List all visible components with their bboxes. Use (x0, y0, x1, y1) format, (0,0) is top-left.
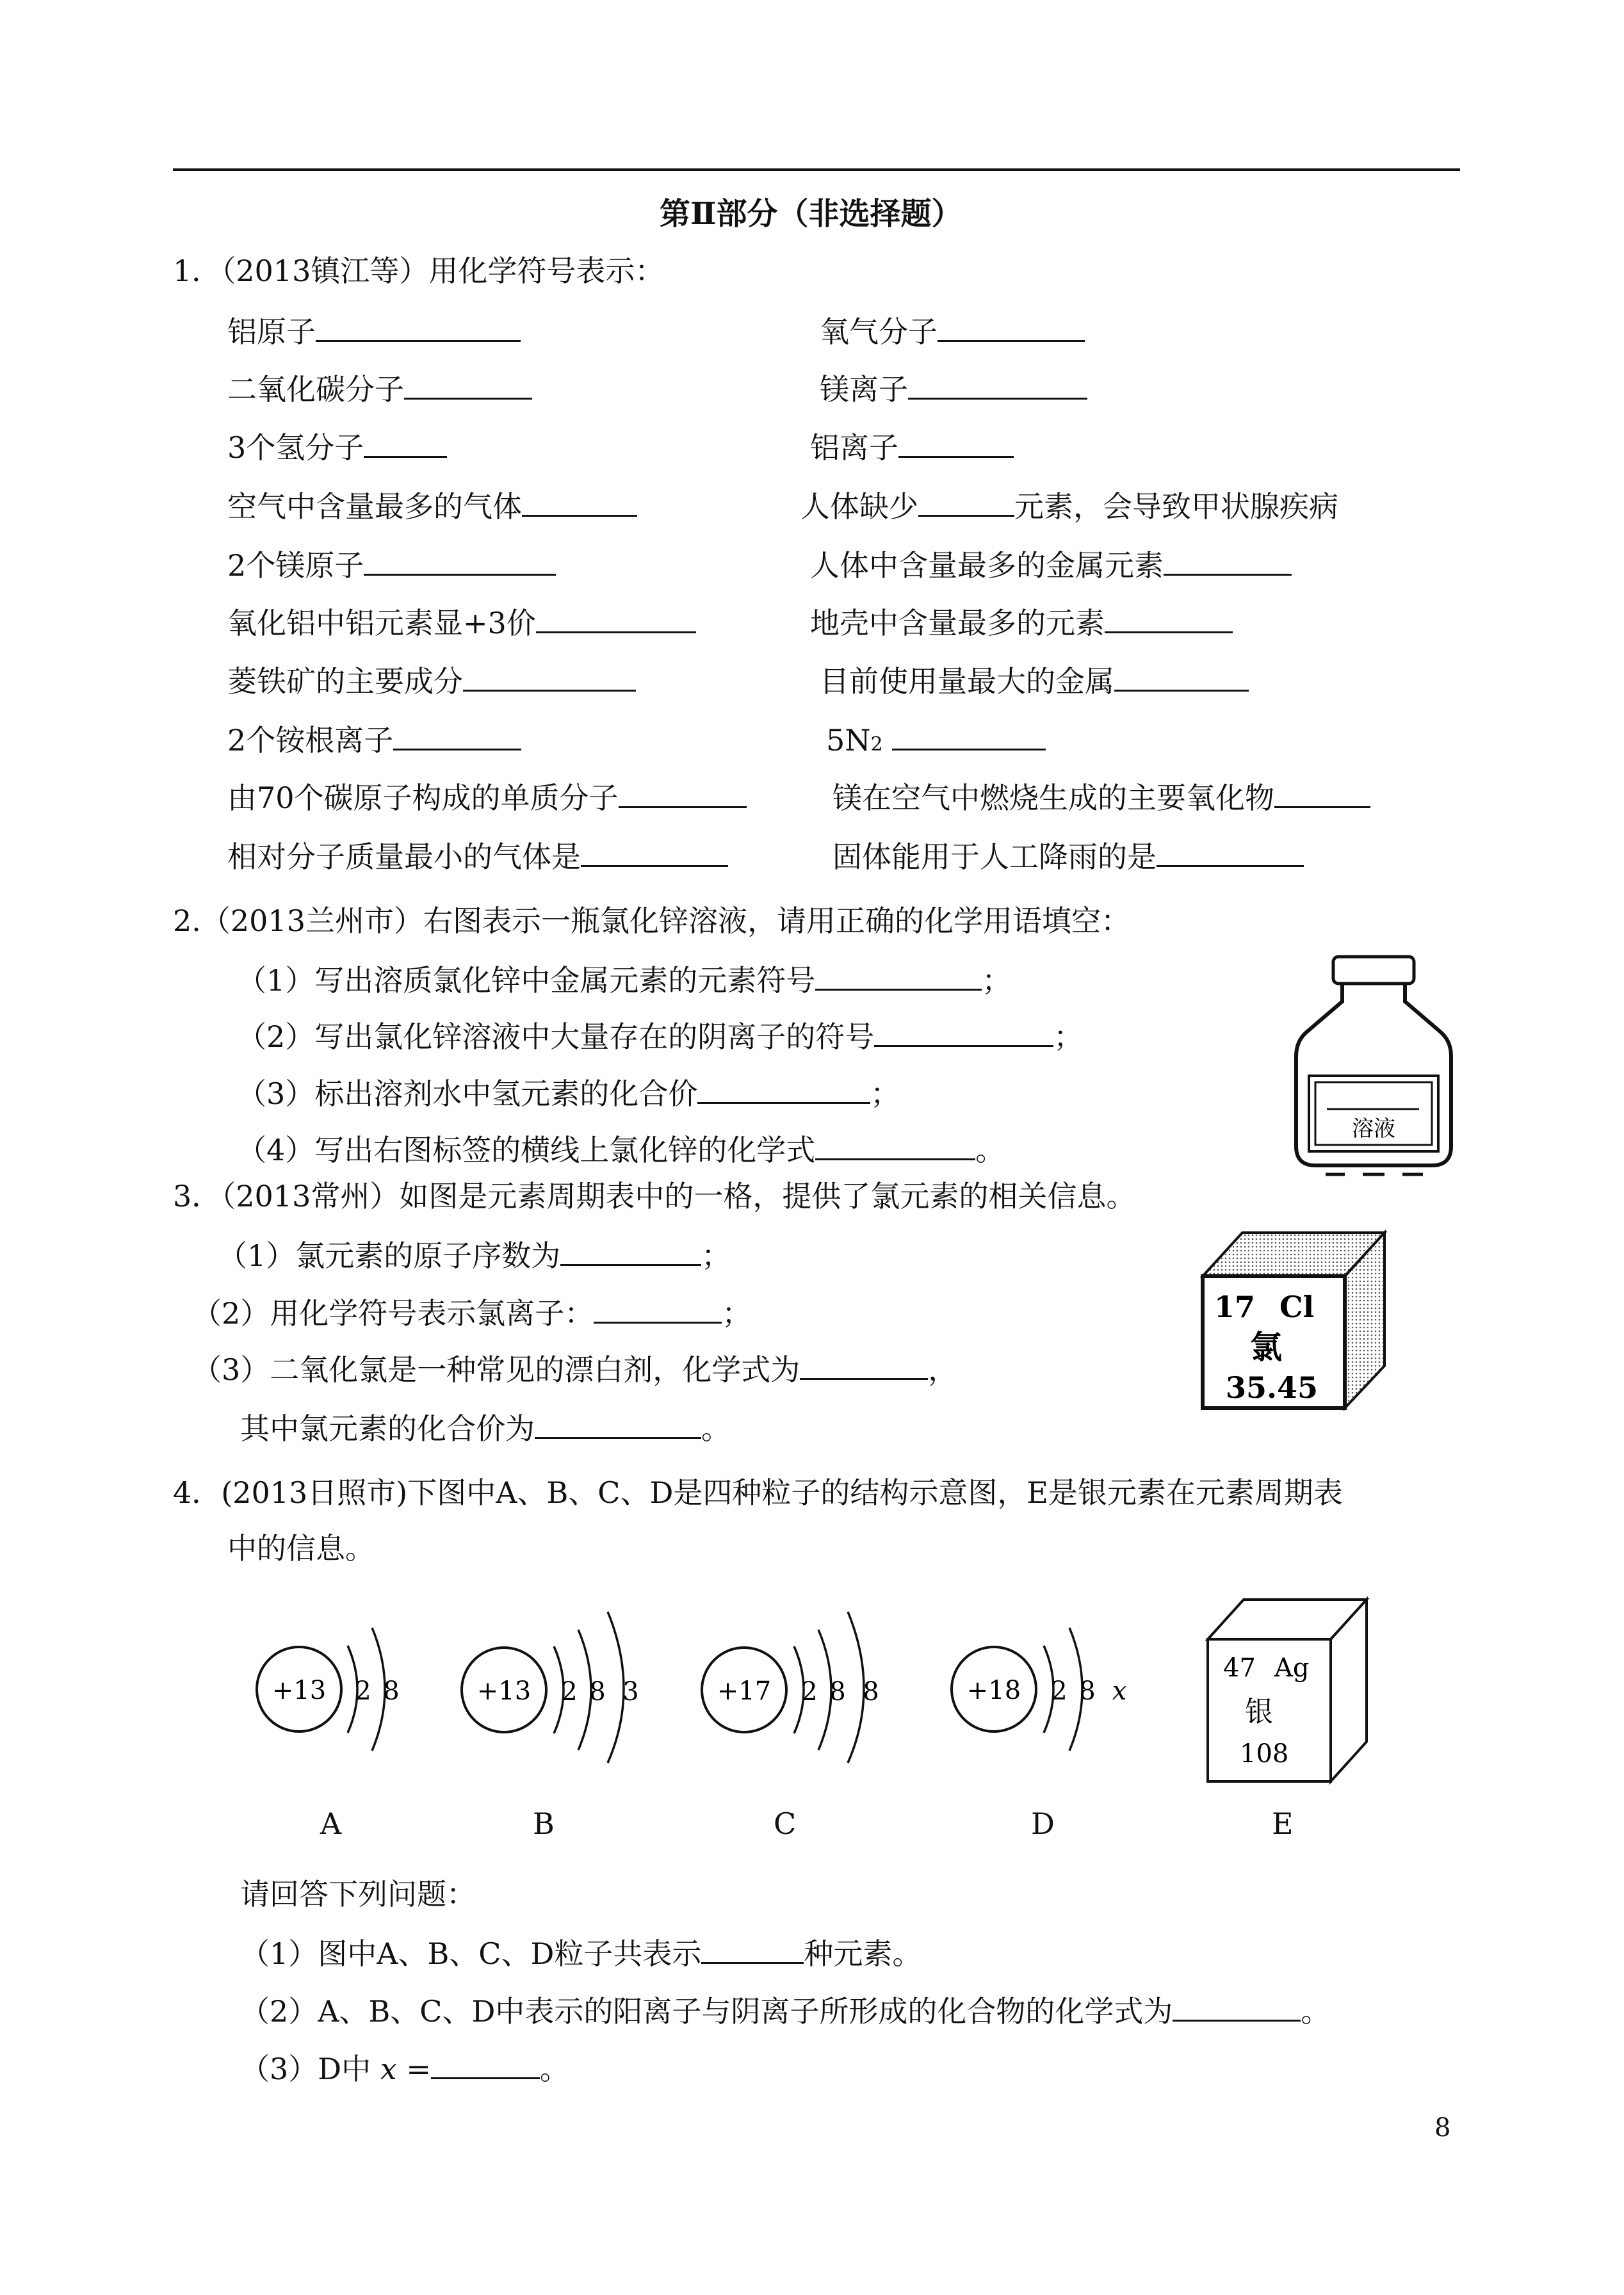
q1-item-left: 3个氢分子 (227, 428, 447, 466)
q1-item-right: 5N2 (826, 720, 1046, 763)
bottle-label-text: 溶液 (1352, 1116, 1395, 1142)
q1-item-right: 地壳中含量最多的元素 (810, 603, 1233, 641)
shell-electrons: 8 (589, 1677, 606, 1707)
q1-item-left: 二氧化碳分子 (227, 369, 532, 407)
atom-label-d: D (1031, 1806, 1055, 1841)
q2-part: （2）写出氯化锌溶液中大量存在的阴离子的符号 ； (237, 1017, 1083, 1055)
answer-blank[interactable] (892, 720, 1046, 750)
atom-diagram-a (253, 1614, 419, 1761)
shell-electrons: 2 (355, 1676, 371, 1706)
answer-blank[interactable] (918, 487, 1014, 517)
q1-item-right: 目前使用量最大的金属 (820, 661, 1249, 699)
answer-blank[interactable] (1173, 1991, 1301, 2022)
atom-label-b: B (533, 1806, 555, 1841)
answer-blank[interactable] (1274, 778, 1370, 808)
answer-blank[interactable] (560, 1236, 701, 1266)
q1-item-left: 氧化铝中铝元素显+3价 (227, 603, 696, 641)
answer-blank[interactable] (815, 1130, 975, 1160)
q3-part: 其中氯元素的化合价为 。 (240, 1409, 731, 1447)
silver-cell (1204, 1594, 1370, 1787)
answer-blank[interactable] (1114, 661, 1249, 692)
q1-item-left: 空气中含量最多的气体 (227, 487, 637, 524)
q1-item-right: 镁离子 (820, 369, 1087, 407)
q4-part: （1）图中A、B、C、D粒子共表示 种元素。 (240, 1934, 922, 1972)
answer-blank[interactable] (800, 1350, 928, 1380)
atom-label-c: C (774, 1806, 797, 1841)
shell-electrons: 8 (829, 1677, 846, 1707)
shell-electrons: 2 (1051, 1676, 1068, 1706)
q1-item-right: 铝离子 (810, 428, 1014, 466)
answer-blank[interactable] (1164, 546, 1292, 576)
shell-electrons: 3 (622, 1677, 639, 1707)
q2-stem: 2.（2013兰州市）右图表示一瓶氯化锌溶液，请用正确的化学用语填空： (173, 904, 1130, 938)
nucleus-charge: +13 (476, 1676, 532, 1706)
answer-blank[interactable] (938, 312, 1085, 342)
shell-electrons: 8 (1079, 1676, 1096, 1706)
atom-label-a: A (320, 1806, 342, 1841)
cell-atomic-number: 17 (1214, 1290, 1256, 1324)
page-number: 8 (1434, 2113, 1451, 2143)
atom-diagram-c (698, 1604, 903, 1764)
shell-electrons: 8 (383, 1676, 400, 1706)
nucleus-charge: +18 (966, 1676, 1021, 1705)
q1-item-left: 2个铵根离子 (227, 720, 521, 758)
q2-part: （4）写出右图标签的横线上氯化锌的化学式 。 (237, 1130, 1005, 1168)
q1-item-left: 铝原子 (227, 312, 521, 350)
cell-mass: 108 (1240, 1739, 1289, 1769)
cell-name: 银 (1245, 1696, 1273, 1728)
header-rule (173, 168, 1460, 171)
chlorine-cell (1198, 1226, 1390, 1412)
answer-blank[interactable] (898, 428, 1014, 458)
answer-blank[interactable] (908, 369, 1087, 400)
answer-blank[interactable] (594, 1293, 722, 1324)
q4-prompt: 请回答下列问题： (240, 1877, 476, 1911)
answer-blank[interactable] (535, 1409, 701, 1439)
answer-blank[interactable] (701, 1934, 804, 1964)
answer-blank[interactable] (1105, 603, 1233, 633)
answer-blank[interactable] (874, 1017, 1053, 1047)
answer-blank[interactable] (463, 661, 636, 692)
bottle-diagram (1287, 954, 1460, 1178)
nucleus-charge: +17 (717, 1676, 772, 1706)
answer-blank[interactable] (316, 312, 521, 342)
q2-part: （3）标出溶剂水中氢元素的化合价 ； (237, 1074, 900, 1112)
q4-stem-line1: 4．(2013日照市)下图中A、B、C、D是四种粒子的结构示意图，E是银元素在元素周期表 (173, 1475, 1343, 1510)
atom-diagram-b (458, 1604, 663, 1764)
q1-item-left: 菱铁矿的主要成分 (227, 661, 636, 699)
answer-blank[interactable] (431, 2049, 540, 2079)
cell-atomic-number: 47 (1223, 1653, 1256, 1683)
q4-part: （3）D中 x = 。 (240, 2049, 569, 2087)
answer-blank[interactable] (815, 961, 982, 991)
q1-item-left: 2个镁原子 (227, 546, 556, 583)
cell-symbol: Ag (1274, 1653, 1310, 1683)
q4-part: （2）A、B、C、D中表示的阳离子与阴离子所形成的化合物的化学式为 。 (240, 1991, 1330, 2029)
answer-blank[interactable] (393, 720, 521, 750)
q1-item-left: 由70个碳原子构成的单质分子 (227, 778, 747, 816)
shell-electrons: 2 (801, 1677, 818, 1707)
q3-stem: 3．（2013常州）如图是元素周期表中的一格，提供了氯元素的相关信息。 (173, 1179, 1136, 1213)
q1-stem: 1．（2013镇江等）用化学符号表示： (173, 254, 665, 288)
answer-blank[interactable] (522, 487, 637, 517)
atom-diagram-d (948, 1614, 1140, 1761)
shell-electrons: 8 (863, 1677, 879, 1707)
nucleus-charge: +13 (272, 1676, 327, 1705)
shell-electrons: 2 (561, 1677, 578, 1707)
cell-symbol: Cl (1279, 1290, 1315, 1324)
answer-blank[interactable] (536, 603, 696, 633)
cell-mass: 35.45 (1226, 1370, 1319, 1405)
cell-name: 氯 (1250, 1328, 1282, 1366)
q3-part: （1）氯元素的原子序数为 ； (218, 1236, 731, 1274)
q4-stem-line2: 中的信息。 (227, 1531, 375, 1566)
q3-part: （2）用化学符号表示氯离子： ； (192, 1293, 751, 1331)
answer-blank[interactable] (581, 837, 728, 867)
q1-item-right: 固体能用于人工降雨的是 (832, 837, 1304, 875)
q1-item-right: 镁在空气中燃烧生成的主要氧化物 (832, 778, 1370, 816)
answer-blank[interactable] (364, 546, 556, 576)
q3-part: （3）二氧化氯是一种常见的漂白剂，化学式为 ， (192, 1350, 957, 1388)
answer-blank[interactable] (1157, 837, 1304, 867)
q1-item-right: 人体缺少 元素，会导致甲状腺疾病 (800, 487, 1338, 524)
element-label-e: E (1272, 1806, 1294, 1841)
q1-item-left: 相对分子质量最小的气体是 (227, 837, 728, 875)
answer-blank[interactable] (697, 1074, 870, 1104)
section-title: 第Ⅱ部分（非选择题） (660, 196, 962, 232)
bottle-stopper (1333, 957, 1414, 984)
q2-part: （1）写出溶质氯化锌中金属元素的元素符号 ； (237, 961, 1011, 998)
answer-blank[interactable] (404, 369, 532, 400)
answer-blank[interactable] (619, 778, 747, 808)
q1-item-right: 氧气分子 (820, 312, 1085, 350)
shell-electrons-unknown: x (1112, 1676, 1127, 1706)
q1-item-right: 人体中含量最多的金属元素 (810, 546, 1292, 583)
answer-blank[interactable] (364, 428, 447, 458)
